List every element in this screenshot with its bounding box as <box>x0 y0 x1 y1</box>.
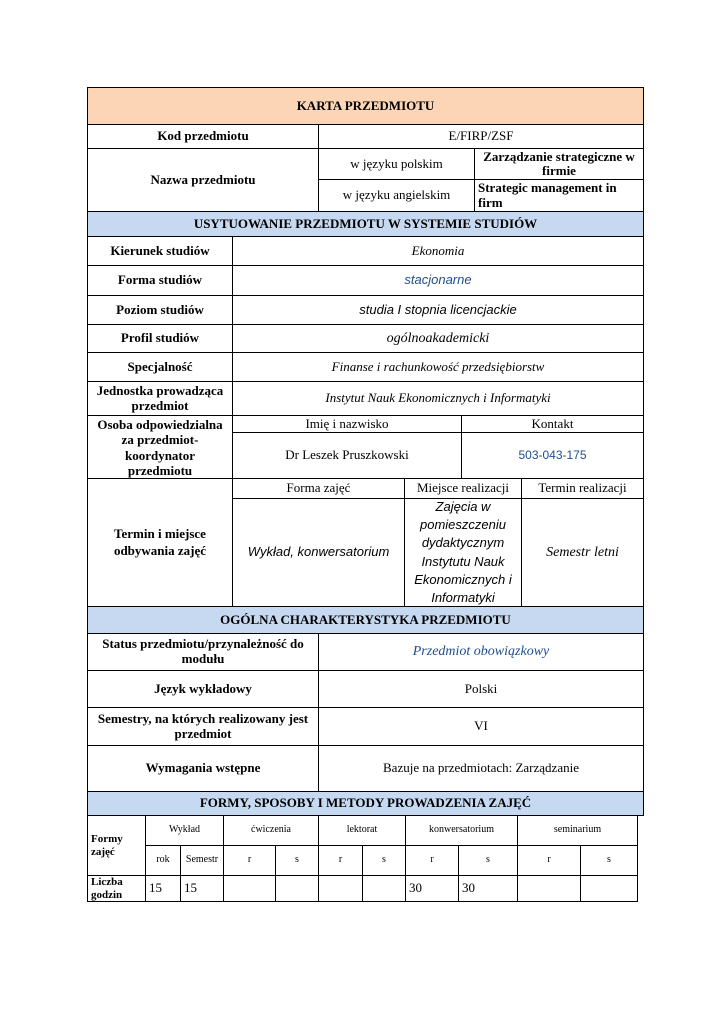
card-title: KARTA PRZEDMIOTU <box>296 97 435 113</box>
contact-header: Kontakt <box>531 415 574 431</box>
name-polish-label: w języku polskim <box>350 155 443 171</box>
hours-value: 30 <box>462 880 475 896</box>
specialty-value: Finanse i rachunkowość przedsiębiorstw <box>331 358 545 374</box>
name-english-label: w języku angielskim <box>342 187 451 203</box>
sub-header: s <box>607 854 611 866</box>
prerequisites-label: Wymagania wstępne <box>145 760 261 776</box>
hours-value <box>224 876 275 901</box>
hours-value <box>581 876 637 901</box>
hours-value <box>319 876 362 901</box>
coordinator-label: Osoba odpowiedzialna za przedmiot- koordynator przedmiotu <box>97 417 223 478</box>
row-label: Specjalność <box>127 358 193 374</box>
section2-title: OGÓLNA CHARAKTERYSTYKA PRZEDMIOTU <box>220 611 511 627</box>
status-value: Przedmiot obowiązkowy <box>412 644 550 660</box>
form-header: Forma zajęć <box>286 480 351 496</box>
prerequisites-value: Bazuje na przedmiotach: Zarządzanie <box>383 760 579 776</box>
term-header: Termin realizacji <box>538 480 627 496</box>
section3-title: FORMY, SPOSOBY I METODY PROWADZENIA ZAJĘĆ <box>199 795 532 811</box>
hours-value <box>518 876 580 901</box>
sub-header: r <box>247 854 252 866</box>
form-name: seminarium <box>553 824 602 836</box>
semesters-value: VI <box>474 718 488 734</box>
semesters-label: Semestry, na których realizowany jest przedmiot <box>97 710 309 741</box>
row-label: Profil studiów <box>120 330 200 346</box>
sub-header: rok <box>156 854 170 866</box>
form-name: lektorat <box>346 824 378 836</box>
forms-label: Formy zajęć <box>91 832 123 858</box>
field-of-study-value: Ekonomia <box>411 242 465 258</box>
study-form-value: stacjonarne <box>404 272 472 288</box>
sub-header: s <box>486 854 490 866</box>
study-level-value: studia I stopnia licencjackie <box>359 301 517 317</box>
hours-value: 15 <box>149 880 162 896</box>
place-header: Miejsce realizacji <box>416 480 510 496</box>
sub-header: s <box>295 854 299 866</box>
row-label: Poziom studiów <box>116 301 204 317</box>
form-name: Wykład <box>168 824 201 836</box>
section1-title: USYTUOWANIE PRZEDMIOTU W SYSTEMIE STUDIÓW <box>193 215 538 231</box>
form-value: Wykład, konwersatorium <box>247 544 390 560</box>
course-code-value: E/FIRP/ZSF <box>448 128 514 144</box>
form-name: ćwiczenia <box>251 824 291 836</box>
status-label: Status przedmiotu/przynależność do modułu <box>102 636 304 666</box>
course-code-label: Kod przedmiotu <box>157 128 249 144</box>
sub-header: s <box>382 854 386 866</box>
place-value: Zajęcia w pomieszczeniu dydaktycznym Instytutu Nauk Ekonomicznych i Informatyki <box>414 498 512 605</box>
study-profile-value: ogólnoakademicki <box>386 330 490 346</box>
hours-value <box>363 876 405 901</box>
sub-header: r <box>338 854 343 866</box>
coordinator-phone: 503-043-175 <box>518 448 587 462</box>
sub-header: r <box>547 854 551 866</box>
course-name-label: Nazwa przedmiotu <box>150 171 256 187</box>
sub-header: r <box>430 854 434 866</box>
name-polish-value: Zarządzanie strategiczne w firmie <box>483 148 635 178</box>
language-label: Język wykładowy <box>154 680 252 696</box>
coordinator-name: Dr Leszek Pruszkowski <box>285 447 409 463</box>
language-value: Polski <box>464 680 498 696</box>
schedule-label: Termin i miejsce odbywania zajęć <box>113 526 207 558</box>
unit-value: Instytut Nauk Ekonomicznych i Informatyki <box>325 390 551 406</box>
form-name: konwersatorium <box>429 824 494 836</box>
name-english-value: Strategic management in firm <box>478 180 617 210</box>
hours-value <box>276 876 318 901</box>
hours-label: Liczba godzin <box>91 876 123 901</box>
row-label: Jednostka prowadząca przedmiot <box>96 382 224 413</box>
name-header: Imię i nazwisko <box>305 415 389 431</box>
term-value: Semestr letni <box>546 544 619 560</box>
row-label: Forma studiów <box>117 272 203 288</box>
sub-header: Semestr <box>185 854 219 866</box>
row-label: Kierunek studiów <box>110 242 210 258</box>
hours-value: 30 <box>409 880 422 896</box>
hours-value: 15 <box>184 880 197 896</box>
